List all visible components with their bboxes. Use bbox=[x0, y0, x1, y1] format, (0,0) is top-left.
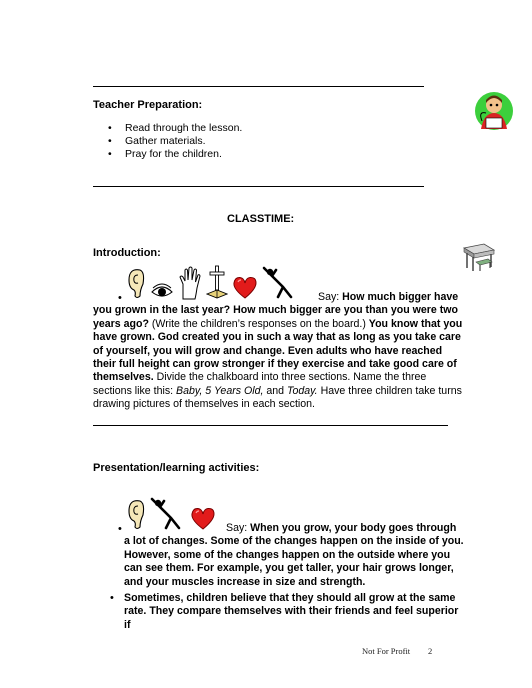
teacher-prep-icon bbox=[474, 91, 514, 136]
intro-bullet: • bbox=[118, 292, 122, 304]
presentation-bullet-2: • bbox=[110, 592, 114, 604]
divider-top bbox=[93, 86, 424, 87]
list-item: • Pray for the children. bbox=[108, 148, 242, 161]
intro-text-5: Have three children take turns drawing pictures of themselves in each section. bbox=[93, 384, 462, 411]
list-item: • Read through the lesson. bbox=[108, 122, 242, 135]
section-baby: Baby, bbox=[176, 384, 203, 397]
introduction-heading: Introduction: bbox=[93, 247, 161, 259]
intro-paragraph bbox=[93, 291, 465, 412]
teacher-prep-heading: Teacher Preparation: bbox=[93, 99, 203, 111]
presentation-heading: Presentation/learning activities: bbox=[93, 462, 260, 474]
intro-text-1: How much bigger have you grown in the last year? How much bigger are you than you were two years ago? bbox=[93, 291, 459, 330]
intro-text-2: (Write the children’s responses on the board.) bbox=[148, 317, 369, 330]
divider-after-prep bbox=[93, 186, 424, 187]
presentation-text-2: Sometimes, children believe that they should all grow at the same rate. They compare themselves with their friends and feel superior if bbox=[124, 592, 459, 631]
section-five-years: 5 Years Old, bbox=[205, 384, 264, 397]
classroom-desk-icon bbox=[462, 240, 496, 275]
divider-after-intro bbox=[93, 425, 448, 426]
section-today: Today. bbox=[287, 384, 318, 397]
classtime-heading: CLASSTIME: bbox=[227, 213, 295, 225]
presentation-bullet: • bbox=[118, 523, 122, 535]
presentation-paragraph-1 bbox=[124, 522, 464, 589]
footer-text: Not For Profit bbox=[362, 646, 411, 656]
presentation-paragraph-2 bbox=[124, 592, 464, 632]
intro-text-4: Divide the chalkboard into three sections. Name the three sections like this: bbox=[93, 371, 427, 397]
and-word: and bbox=[266, 384, 285, 397]
intro-text-3: You know that you have grown. God created you in such a way that as long as you take care of yourself, you will grow and change. Even adults who have reached their full height can grow stronger if they exercise and take good care of themselves. bbox=[93, 317, 463, 384]
presentation-say-label: Say: bbox=[226, 522, 248, 534]
page-number: 2 bbox=[428, 646, 433, 656]
list-item: • Gather materials. bbox=[108, 135, 242, 148]
presentation-text-1: When you grow, your body goes through a lot of changes. Some of the changes happen on the inside of you. However, some of the changes happen on the outside where you can see them. For example, you get taller, your hair grows longer, and your muscles increase in size and strength. bbox=[124, 522, 464, 588]
intro-say-label: Say: bbox=[318, 291, 340, 303]
teacher-prep-list bbox=[108, 122, 242, 161]
